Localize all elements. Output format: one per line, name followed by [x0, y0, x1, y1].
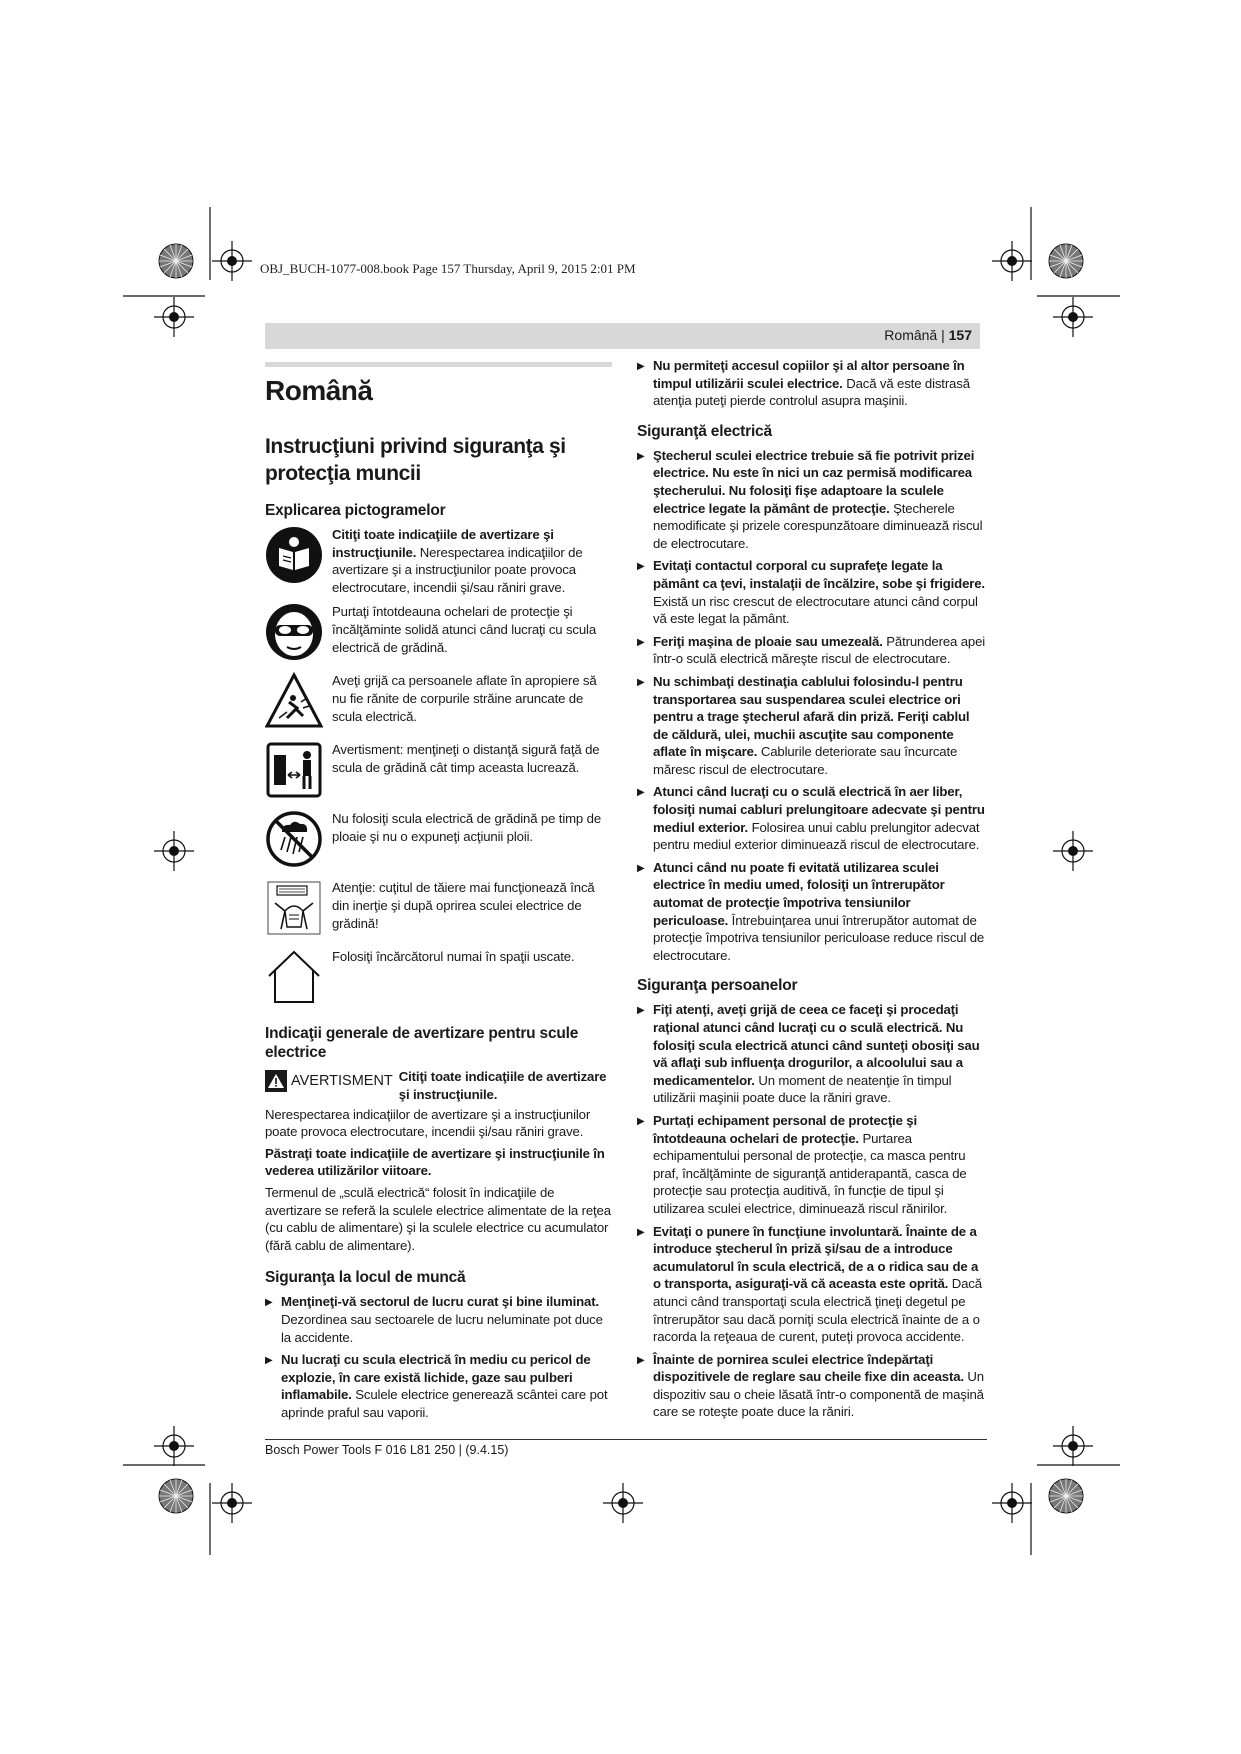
keep-distance-icon	[265, 741, 323, 799]
keep-instructions-text: Păstraţi toate indicaţiile de avertizare şi instrucţiunile în vederea utilizărilor viitoare.	[265, 1145, 605, 1179]
picto-item	[265, 603, 612, 665]
item-bold: Purtaţi echipament personal de protecţie şi întotdeauna ochelari de protecţie.	[653, 1112, 917, 1146]
blade-coasting-icon	[265, 879, 323, 937]
item-text: Dacă atunci când transportaţi scula electrică ţineţi degetul pe întrerupător sau dacă porniţi scula electrică înainte de a o racorda la reţeaua de curent, puteţi provoca accidente.	[653, 1276, 982, 1345]
personal-safety-heading: Siguranţa persoanelor	[637, 977, 798, 995]
list-item	[637, 633, 987, 668]
item-bold: Feriţi maşina de ploaie sau umezeală.	[653, 633, 883, 649]
list-item	[637, 357, 987, 410]
item-bold: Nu permiteţi accesul copiilor şi al altor persoane în timpul utilizării sculei electrice.	[653, 358, 965, 391]
list-item	[265, 1351, 612, 1421]
right-column	[637, 357, 987, 1426]
running-header	[265, 323, 980, 349]
picto-item	[265, 810, 612, 872]
item-text: Un dispozitiv sau o cheie lăsată într-o componentă de maşină care se roteşte poate duce la răniri.	[653, 1369, 984, 1420]
item-text: Dezordinea sau sectoarele de lucru neluminate pot duce la accidente.	[281, 1311, 603, 1345]
list-item	[637, 783, 987, 853]
list-item	[637, 447, 987, 553]
warning-triangle-icon	[265, 1070, 287, 1092]
warning-bold-text: Citiţi toate indicaţiile de avertizare şi instrucţiunile.	[398, 1069, 607, 1102]
no-rain-icon	[265, 810, 323, 868]
item-bold: Atunci când lucraţi cu o sculă electrică în aer liber, folosiţi numai cabluri prelungitoare adecvate şi pentru mediul exterior.	[653, 784, 985, 835]
warning-label: AVERTISMENT	[291, 1072, 393, 1089]
header-section: Română	[884, 327, 938, 343]
picto-text: Atenţie: cuţitul de tăiere mai funcţionează încă din inerţie şi după oprirea sculei electrice de grădină!	[332, 880, 595, 931]
picto-item	[265, 672, 612, 734]
item-text: Folosirea unui cablu prelungitor adecvat pentru mediul exterior diminuează riscul de electrocutare.	[653, 819, 980, 853]
item-text: Există un risc crescut de electrocutare atunci când corpul vă este legat la pământ.	[653, 593, 978, 627]
list-item	[637, 1001, 987, 1107]
page-number: 157	[948, 327, 972, 343]
read-manual-icon	[265, 526, 323, 584]
item-bold: Menţineţi-vă sectorul de lucru curat şi bine iluminat.	[281, 1294, 599, 1310]
list-item	[637, 1223, 987, 1346]
left-column	[265, 362, 612, 1426]
item-bold: Nu lucraţi cu scula electrică în mediu cu pericol de explozie, în care există lichide, gaze sau pulberi inflamabile.	[281, 1352, 591, 1403]
picto-text: Nu folosiţi scula electrică de grădină pe timp de ploaie şi nu o expuneţi acţiunii ploii.	[332, 811, 602, 844]
picto-bold-text: Citiţi toate indicaţiile de avertizare şi instrucţiunile.	[332, 527, 554, 560]
picto-text: Folosiţi încărcătorul numai în spaţii uscate.	[332, 949, 575, 965]
item-text: Pătrunderea apei într-o sculă electrică măreşte riscul de electrocutare.	[653, 633, 986, 667]
picto-text: Avertisment: menţineţi o distanţă sigură faţă de scula de grădină cât timp aceasta lucrează.	[332, 742, 600, 775]
safety-goggles-icon	[265, 603, 323, 661]
picto-item	[265, 948, 612, 1010]
item-text: Un moment de neatenţie în timpul utilizării maşinii poate duce la răniri grave.	[653, 1072, 952, 1106]
item-bold: Înainte de pornirea sculei electrice îndepărtaţi dispozitivele de reglare sau cheile fixe din aceasta.	[653, 1351, 964, 1385]
general-warnings-heading: Indicaţii generale de avertizare pentru scule electrice	[265, 1025, 579, 1062]
list-item	[637, 1351, 987, 1421]
flying-debris-icon	[265, 672, 323, 730]
item-text: Ştecherele nemodificate şi prizele corespunzătoare diminuează riscul de electrocutare.	[653, 500, 983, 551]
main-title: Instrucţiuni privind siguranţa şi protecţia muncii	[265, 435, 566, 485]
list-item	[637, 859, 987, 965]
item-text: Întrebuinţarea unui întrerupător automat de protecţie împotriva tensiunilor periculoase reduce riscul de electrocutare.	[653, 912, 985, 963]
book-info-line: OBJ_BUCH-1077-008.book Page 157 Thursday, April 9, 2015 2:01 PM	[260, 261, 636, 276]
item-bold: Evitaţi o punere în funcţiune involuntară. Înainte de a introduce ştecherul în priză şi/sau de a introduce acumulatorul în scula electrică, de a o ridica sau de a o transporta, asiguraţi-vă că aceasta este oprită.	[653, 1223, 979, 1292]
term-definition-text: Termenul de „sculă electrică“ folosit în indicaţiile de avertizare se referă la sculele electrice alimentate de la reţea (cu cablu de alimentare) şi la sculele electrice cu acumulator (fără cablu de alimentare).	[265, 1184, 611, 1253]
footer: Bosch Power Tools F 016 L81 250 | (9.4.15)	[265, 1443, 509, 1457]
item-text: Purtarea echipamentului personal de protecţie, ca masca pentru praf, încălţăminte de siguranţă antiderapantă, casca de protecţie sau protecţia auditivă, în funcţie de tipul şi utilizarea sculei electrice, diminuează riscul rănirilor.	[653, 1130, 967, 1216]
item-bold: Ştecherul sculei electrice trebuie să fie potrivit prizei electrice. Nu este în nici un caz permisă modificarea ştecherului. Nu folosiţi fişe adaptoare la sculele electrice legate la pământ de protecţie.	[653, 447, 975, 516]
workplace-heading: Siguranţa la locul de muncă	[265, 1269, 466, 1287]
list-item	[637, 557, 987, 627]
picto-item	[265, 879, 612, 941]
item-bold: Fiţi atenţi, aveţi grijă de ceea ce faceţi şi procedaţi raţional atunci când lucraţi cu o sculă electrică. Nu folosiţi scula electrică atunci când sunteţi obosiţi sau vă aflaţi sub influenţa drogurilor, a alcoolului sau a medicamentelor.	[653, 1002, 980, 1088]
picto-heading: Explicarea pictogramelor	[265, 502, 446, 519]
picto-item	[265, 526, 612, 596]
item-bold: Evitaţi contactul corporal cu suprafeţe legate la pământ ca ţevi, instalaţii de încălzire, sobe şi frigidere.	[653, 558, 985, 591]
indoor-charger-icon	[265, 948, 323, 1006]
picto-item	[265, 741, 612, 803]
language-rule	[265, 362, 612, 367]
item-bold: Nu schimbaţi destinaţia cablului folosindu-l pentru transportarea sau suspendarea sculei electrice ori pentru a trage ştecherul afară din priză. Feriţi cablul de căldură, ulei, muchii ascuţite sau componente aflate în mişcare.	[653, 673, 970, 760]
warning-block	[265, 1068, 612, 1103]
picto-text: Nerespectarea indicaţiilor de avertizare şi a instrucţiunilor poate provoca electrocutare, incendii şi/sau răniri grave.	[332, 544, 583, 595]
list-item	[265, 1293, 612, 1346]
item-bold: Atunci când nu poate fi evitată utilizarea sculei electrice în mediu umed, folosiţi un întrerupător automat de protecţie împotriva tensiunilor periculoase.	[653, 859, 945, 928]
electric-safety-heading: Siguranţă electrică	[637, 422, 772, 440]
language-title: Română	[265, 375, 373, 406]
item-text: Sculele electrice generează scântei care pot aprinde praful sau vaporii.	[281, 1387, 608, 1420]
item-text: Dacă vă este distrasă atenţia puteţi pierde controlul asupra maşinii.	[653, 375, 970, 409]
warning-text: Nerespectarea indicaţiilor de avertizare şi a instrucţiunilor poate provoca electrocutare, incendii şi/sau răniri grave.	[265, 1106, 591, 1140]
warning-badge	[265, 1070, 393, 1092]
list-item	[637, 673, 987, 779]
header-separator: |	[937, 327, 949, 343]
item-text: Cablurile deteriorate sau încurcate măresc riscul de electrocutare.	[653, 744, 958, 777]
footer-rule	[265, 1439, 987, 1440]
list-item	[637, 1112, 987, 1218]
picto-text: Aveţi grijă ca persoanele aflate în apropiere să nu fie rănite de corpurile străine aruncate de scula electrică.	[332, 673, 597, 724]
picto-text: Purtaţi întotdeauna ochelari de protecţie şi încălţăminte solidă atunci când lucraţi cu scula electrică de grădină.	[332, 604, 597, 655]
